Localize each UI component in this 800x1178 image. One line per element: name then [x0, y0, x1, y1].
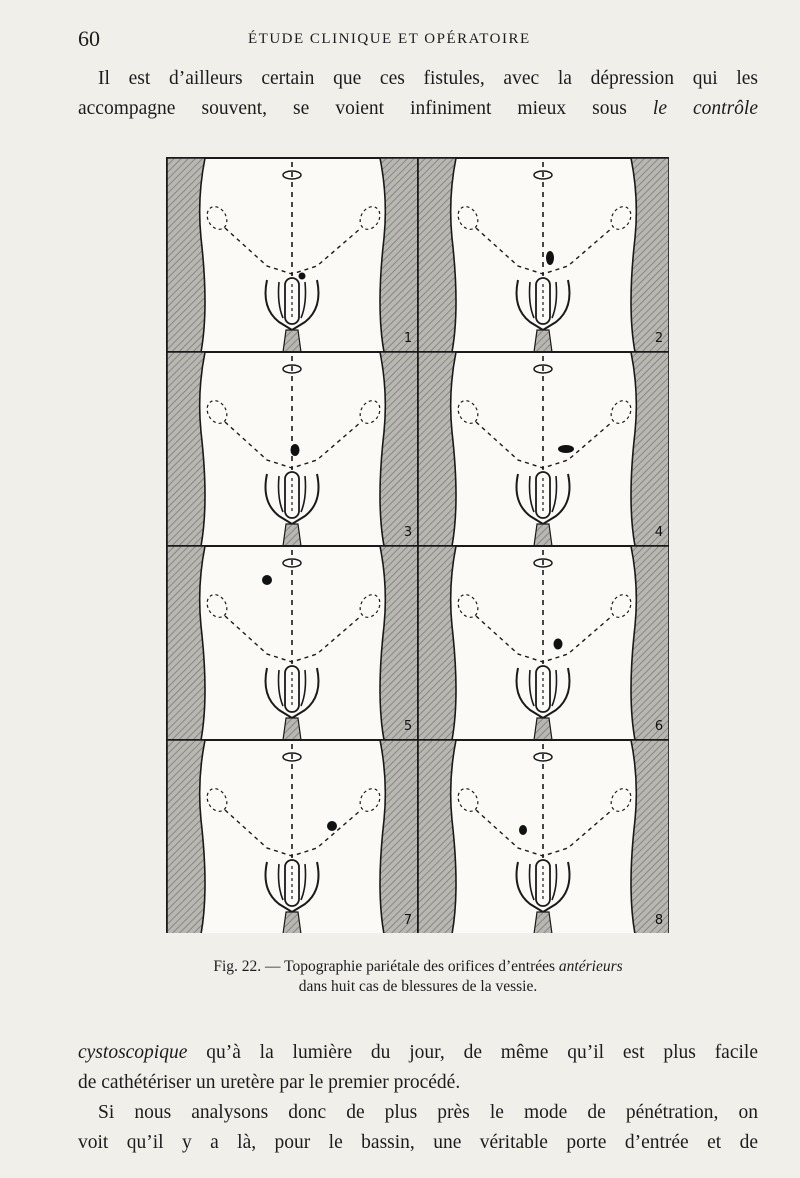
- bottom-paragraph-line-2: de cathétériser un uretère par le premier procédé.: [78, 1072, 461, 1093]
- bottom-paragraph-line-1: [78, 1038, 758, 1068]
- figure-caption-italic: antérieurs: [558, 958, 623, 975]
- figure-caption: [78, 957, 758, 997]
- figure-caption-line-1: [78, 957, 758, 977]
- right-flank-shading: [380, 352, 418, 546]
- wound-orifice: [519, 825, 527, 835]
- right-flank-shading: [380, 158, 418, 352]
- panel-number-1: 1: [403, 331, 413, 346]
- figure-panel-5: [167, 546, 418, 740]
- perineum-shading: [283, 718, 301, 740]
- running-title: ÉTUDE CLINIQUE ET OPÉRATOIRE: [248, 31, 531, 47]
- right-flank-shading: [631, 158, 669, 352]
- perineum-shading: [534, 718, 552, 740]
- wound-orifice: [291, 444, 300, 456]
- left-flank-shading: [418, 546, 456, 740]
- right-flank-shading: [631, 352, 669, 546]
- figure-panel-4: [418, 352, 669, 546]
- figure-panel-2: [418, 158, 669, 352]
- bottom-paragraph-line-1-text: qu’à la lumière du jour, de même qu’il est plus facile: [187, 1042, 758, 1063]
- figure-caption-line-2: dans huit cas de blessures de la vessie.: [298, 978, 538, 995]
- panel-number-7: 7: [403, 913, 413, 928]
- perineum-shading: [534, 524, 552, 546]
- left-flank-shading: [167, 158, 205, 352]
- figure-panel-3: [167, 352, 418, 546]
- wound-orifice: [558, 445, 574, 453]
- right-flank-shading: [631, 546, 669, 740]
- figure-panel-1: [167, 158, 418, 352]
- bottom-paragraph-line-1-italic: cystoscopique: [78, 1042, 188, 1063]
- figure-panel-6: [418, 546, 669, 740]
- left-flank-shading: [418, 158, 456, 352]
- right-flank-shading: [631, 740, 669, 933]
- top-paragraph-line-2: [78, 94, 758, 124]
- page-header: [78, 26, 758, 54]
- page-number: 60: [78, 26, 100, 51]
- wound-orifice: [546, 251, 554, 265]
- wound-orifice: [554, 639, 563, 650]
- top-paragraph-line-1: Il est d’ailleurs certain que ces fistules, avec la dépression qui les: [98, 68, 758, 89]
- panel-number-3: 3: [403, 525, 413, 540]
- panel-number-5: 5: [403, 719, 413, 734]
- left-flank-shading: [418, 740, 456, 933]
- top-paragraph: [78, 64, 758, 124]
- top-paragraph-line-2-text: accompagne souvent, se voient infiniment mieux sous: [78, 98, 653, 119]
- bottom-paragraph-line-3: Si nous analysons donc de plus près le mode de pénétration, on: [98, 1102, 758, 1123]
- figure-panel-8: [418, 740, 669, 933]
- right-flank-shading: [380, 740, 418, 933]
- perineum-shading: [283, 524, 301, 546]
- left-flank-shading: [167, 352, 205, 546]
- perineum-shading: [283, 912, 301, 933]
- figure-22: [166, 157, 669, 933]
- perineum-shading: [283, 330, 301, 352]
- wound-orifice: [299, 273, 306, 280]
- right-flank-shading: [380, 546, 418, 740]
- figure-caption-prefix: Fig. 22. — Topographie pariétale des orifices d’entrées: [213, 958, 559, 975]
- panel-number-2: 2: [654, 331, 664, 346]
- perineum-shading: [534, 330, 552, 352]
- bottom-paragraph-line-4: voit qu’il y a là, pour le bassin, une véritable porte d’entrée et de: [78, 1132, 758, 1153]
- top-paragraph-line-2-italic: le contrôle: [652, 98, 759, 119]
- panel-number-8: 8: [654, 913, 664, 928]
- bottom-paragraph: [78, 1038, 758, 1158]
- left-flank-shading: [167, 740, 205, 933]
- figure-panel-7: [167, 740, 418, 933]
- wound-orifice: [327, 821, 337, 831]
- panel-number-4: 4: [654, 525, 664, 540]
- perineum-shading: [534, 912, 552, 933]
- left-flank-shading: [418, 352, 456, 546]
- panel-number-6: 6: [654, 719, 664, 734]
- left-flank-shading: [167, 546, 205, 740]
- wound-orifice: [262, 575, 272, 585]
- figure-22-illustration: [166, 157, 669, 933]
